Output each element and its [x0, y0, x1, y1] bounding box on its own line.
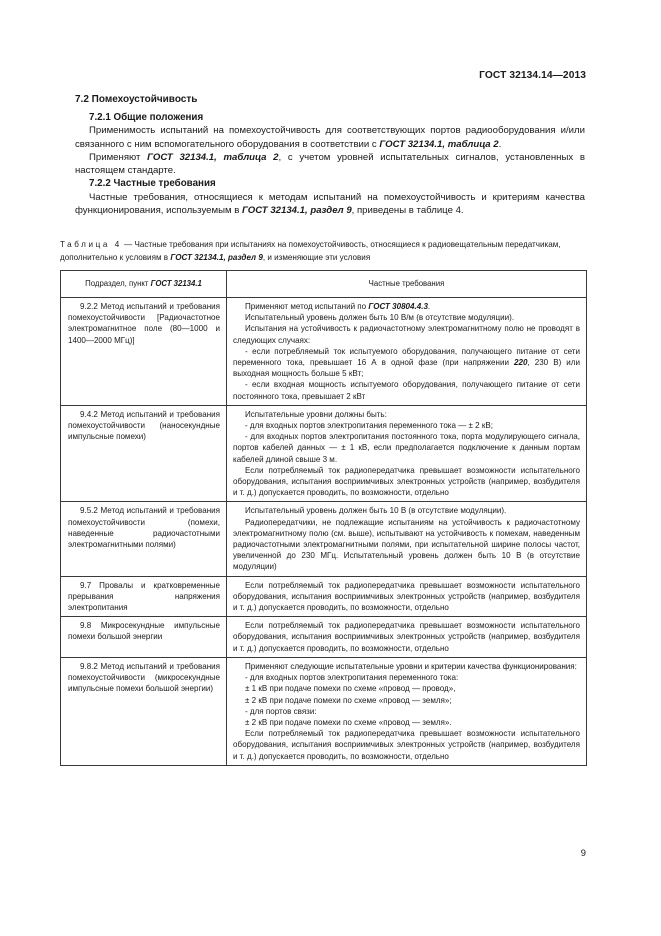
paragraph-specific: Частные требования, относящиеся к методам испытаний на помехоустойчивость и критериям качества функционирования, используемым в ГОСТ 32134.1, раздел 9, приведены в таблице 4.: [75, 191, 585, 217]
subsection-cell: 9.5.2 Метод испытаний и требования помехоустойчивости (помехи, наведенные радиочастотными электромагнитными полями): [61, 502, 227, 576]
requirements-cell: Применяют метод испытаний по ГОСТ 30804.4.3. Испытательный уровень должен быть 10 В/м (в отсутствие модуляции). Испытания на устойчивость к радиочастотному электромагнитному полю не проводят в следующих случаях: - если потребляемый ток испытуемого оборудования, получающего питание от сети переменного тока, превышает 16 А в одной фазе (при напряжении 220, 230 В) или выходная мощность больше 5 кВт; - если входная мощность испытуемого оборудования, получающего питание от сети постоянного тока, превышает 2 кВт: [227, 298, 587, 406]
paragraph-apply: Применяют ГОСТ 32134.1, таблица 2, с учетом уровней испытательных сигналов, установленных в настоящем стандарте.: [75, 151, 585, 177]
standard-reference: ГОСТ 32134.1, раздел 9: [242, 205, 352, 217]
table-row: [61, 617, 587, 658]
table-row: [61, 576, 587, 617]
section-title: 7.2 Помехоустойчивость: [75, 94, 198, 105]
requirements-cell: Если потребляемый ток радиопередатчика превышает возможности испытательного оборудования, испытания восприимчивых электронных устройств (например, возбудителя и т. д.) допускается проводить, по возможности, отдельно: [227, 576, 587, 617]
table-row: [61, 405, 587, 502]
column-header-requirements: Частные требования: [227, 271, 587, 298]
page-number: 9: [580, 847, 586, 858]
requirements-table: [60, 270, 587, 766]
subsection-cell: 9.7 Провалы и кратковременные прерывания напряжения электропитания: [61, 576, 227, 617]
subsection-cell: 9.4.2 Метод испытаний и требования помехоустойчивости (наносекундные импульсные помехи): [61, 405, 227, 502]
standard-reference: ГОСТ 32134.1, таблица 2: [147, 151, 279, 163]
requirements-cell: Если потребляемый ток радиопередатчика превышает возможности испытательного оборудования, испытания восприимчивых электронных устройств (например, возбудителя и т. д.) допускается проводить, по возможности, отдельно: [227, 617, 587, 658]
document-code-header: ГОСТ 32134.14—2013: [479, 70, 586, 81]
paragraph-applicability: Применимость испытаний на помехоустойчивость для соответствующих портов радиооборудования и/или связанного с ним вспомогательного оборудования в соответствии с ГОСТ 32134.1, таблица 2.: [75, 125, 585, 150]
table-row: [61, 657, 587, 765]
table-header-row: [61, 271, 587, 298]
subsection-cell: 9.8.2 Метод испытаний и требования помехоустойчивости (микросекундные импульсные помехи большой энергии): [61, 657, 227, 765]
table-row: [61, 502, 587, 576]
table-caption: Таблица 4 — Частные требования при испытаниях на помехоустойчивость, относящиеся к радиовещательным передатчикам, дополнительно к условиям в ГОСТ 32134.1, раздел 9, и изменяющие эти условия: [60, 240, 561, 262]
subsection-title-specific: 7.2.2 Частные требования: [89, 178, 216, 190]
requirements-cell: Испытательные уровни должны быть: - для входных портов электропитания переменного тока — ± 2 кВ; - для входных портов электропитания постоянного тока, порта модулирующего сигнала, портов кабелей данных — ± 1 кВ, если предполагается подключение к данным портам кабелей длиной свыше 3 м. Если потребляемый ток радиопередатчика превышает возможности испытательного оборудования, испытания восприимчивых электронных устройств (например, возбудителя и т. д.) допускается проводить, по возможности, отдельно: [227, 405, 587, 502]
section-body: [75, 111, 585, 217]
requirements-cell: Применяют следующие испытательные уровни и критерии качества функционирования: - для входных портов электропитания переменного тока: ± 1 кВ при подаче помехи по схеме «провод — провод», ± 2 кВ при подаче помехи по схеме «провод — земля»; - для портов связи: ± 2 кВ при подаче помехи по схеме «провод — земля». Если потребляемый ток радиопередатчика превышает возможности испытательного оборудования, испытания восприимчивых электронных устройств (например, возбудителя и т. д.) допускается проводить, по возможности, отдельно: [227, 657, 587, 765]
subsection-title-general: 7.2.1 Общие положения: [89, 112, 204, 123]
column-header-subsection: Подраздел, пункт ГОСТ 32134.1: [61, 271, 227, 298]
requirements-cell: Испытательный уровень должен быть 10 В (в отсутствие модуляции). Радиопередатчики, не подлежащие испытаниям на устойчивость к радиочастотному электромагнитному полю (см. выше), испытывают на устойчивость к помехам, наведенным радиочастотными электромагнитными полями, при испытательной ширине полосы частот, увеличенной до 230 МГц. Испытательный уровень должен быть 10 В (в отсутствие модуляции): [227, 502, 587, 576]
standard-reference: ГОСТ 32134.1, таблица 2: [379, 138, 499, 150]
subsection-cell: 9.8 Микросекундные импульсные помехи большой энергии: [61, 617, 227, 658]
subsection-cell: 9.2.2 Метод испытаний и требования помехоустойчивости [Радиочастотное электромагнитное поле (80—1000 и 1400—2000 МГц)]: [61, 298, 227, 406]
table-row: [61, 298, 587, 406]
